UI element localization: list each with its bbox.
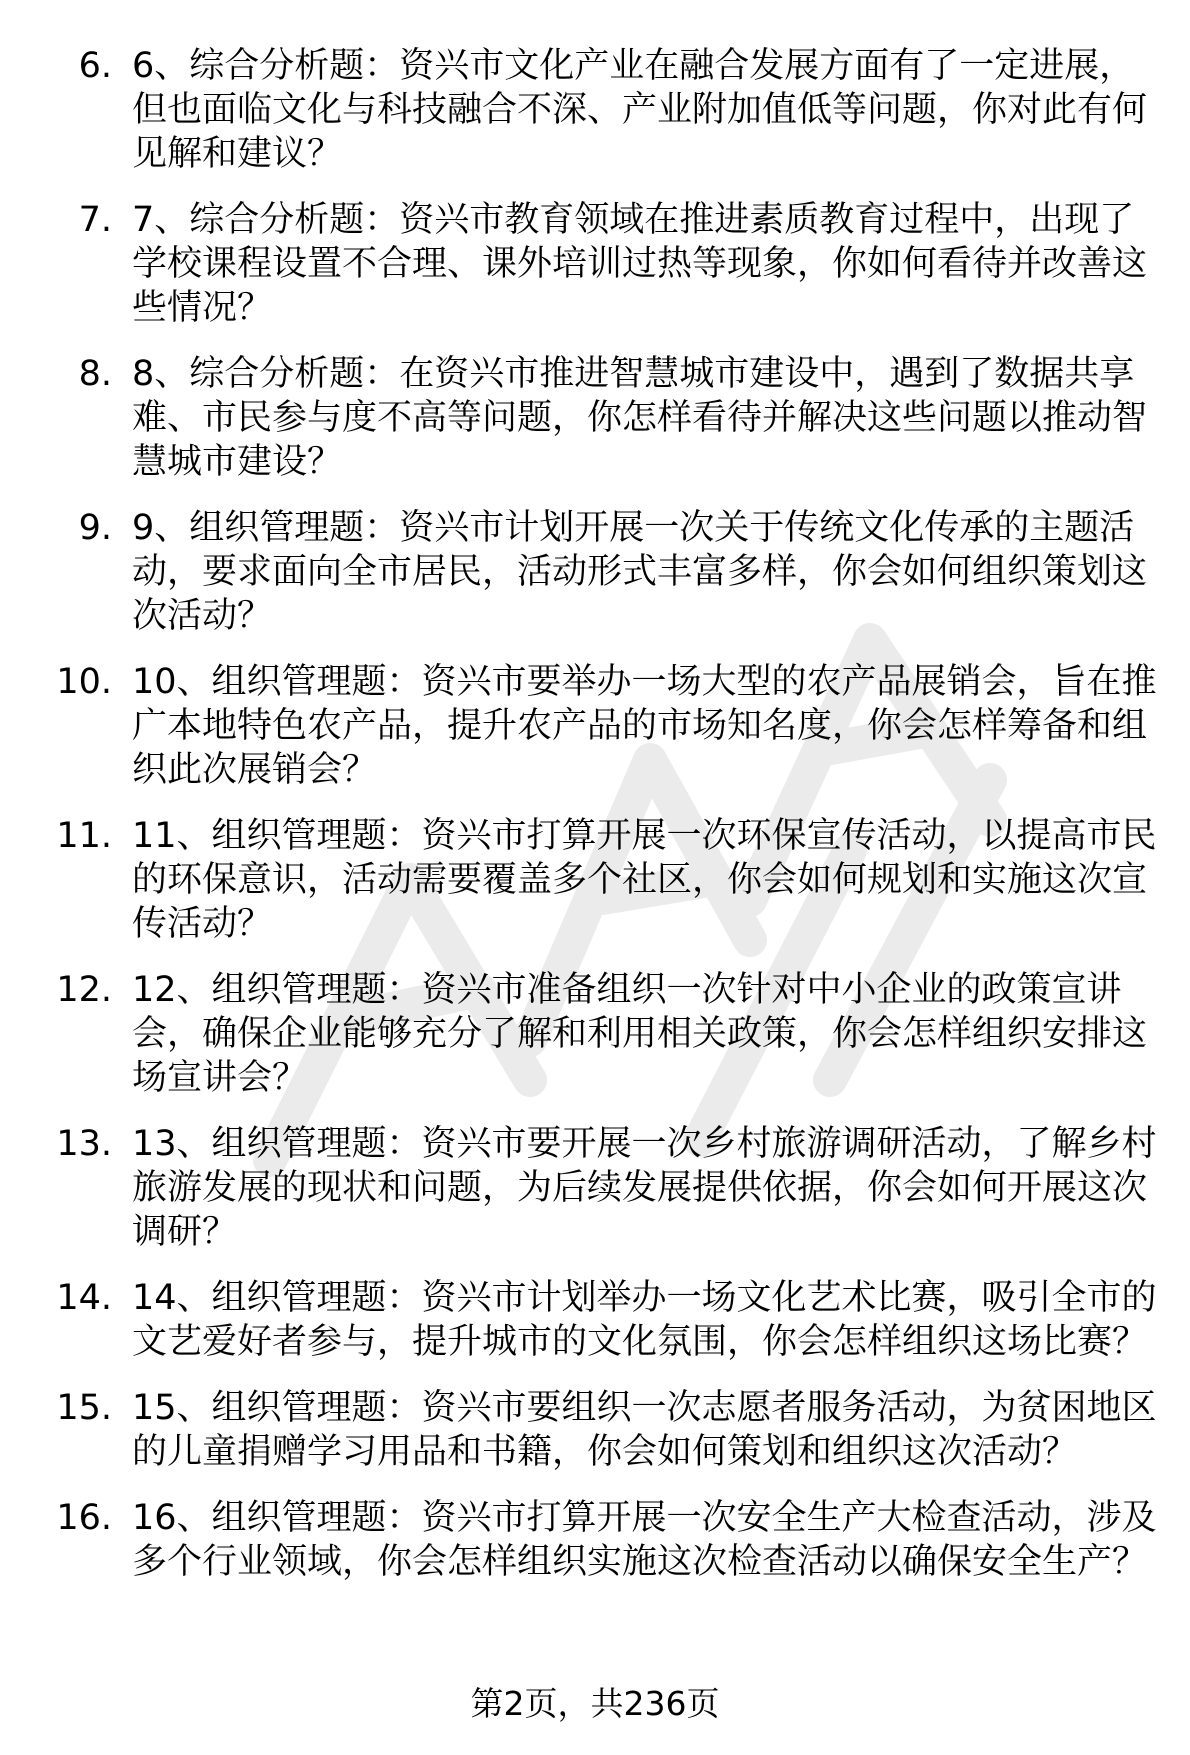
question-text: 9、组织管理题：资兴市计划开展一次关于传统文化传承的主题活动，要求面向全市居民，活动形式丰富多样，你会如何组织策划这次活动？ (132, 508, 1148, 636)
question-item (0, 814, 1190, 946)
question-item (0, 506, 1190, 638)
question-number: 15. (56, 1388, 112, 1428)
question-item (0, 968, 1190, 1100)
question-number: 8. (78, 354, 112, 394)
question-item (0, 352, 1190, 484)
question-item (0, 1122, 1190, 1254)
question-text: 12、组织管理题：资兴市准备组织一次针对中小企业的政策宣讲会，确保企业能够充分了解和利用相关政策，你会怎样组织安排这场宣讲会？ (132, 970, 1148, 1098)
question-text: 13、组织管理题：资兴市要开展一次乡村旅游调研活动，了解乡村旅游发展的现状和问题，为后续发展提供依据，你会如何开展这次调研？ (132, 1124, 1157, 1252)
question-number: 16. (56, 1498, 112, 1538)
question-number: 13. (56, 1124, 112, 1164)
question-text: 15、组织管理题：资兴市要组织一次志愿者服务活动，为贫困地区的儿童捐赠学习用品和书籍，你会如何策划和组织这次活动？ (132, 1388, 1157, 1472)
question-text: 10、组织管理题：资兴市要举办一场大型的农产品展销会，旨在推广本地特色农产品，提升农产品的市场知名度，你会怎样筹备和组织此次展销会？ (132, 662, 1157, 790)
question-text: 11、组织管理题：资兴市打算开展一次环保宣传活动，以提高市民的环保意识，活动需要覆盖多个社区，你会如何规划和实施这次宣传活动？ (132, 816, 1157, 944)
page-number-label: 第2页，共236页 (470, 1684, 720, 1723)
question-number: 10. (56, 662, 112, 702)
page-footer (0, 1682, 1190, 1726)
question-number: 7. (78, 200, 112, 240)
question-number: 14. (56, 1278, 112, 1318)
question-text: 7、综合分析题：资兴市教育领域在推进素质教育过程中，出现了学校课程设置不合理、课外培训过热等现象，你如何看待并改善这些情况？ (132, 200, 1148, 328)
question-number: 12. (56, 970, 112, 1010)
question-item (0, 44, 1190, 176)
question-text: 8、综合分析题：在资兴市推进智慧城市建设中，遇到了数据共享难、市民参与度不高等问题，你怎样看待并解决这些问题以推动智慧城市建设？ (132, 354, 1148, 482)
question-number: 6. (78, 46, 112, 86)
question-item (0, 1386, 1190, 1474)
question-list (0, 44, 1190, 1606)
question-item (0, 198, 1190, 330)
question-number: 11. (56, 816, 112, 856)
question-item (0, 1276, 1190, 1364)
question-number: 9. (78, 508, 112, 548)
question-item (0, 1496, 1190, 1584)
question-item (0, 660, 1190, 792)
question-text: 6、综合分析题：资兴市文化产业在融合发展方面有了一定进展，但也面临文化与科技融合不深、产业附加值低等问题，你对此有何见解和建议？ (132, 46, 1148, 174)
question-text: 16、组织管理题：资兴市打算开展一次安全生产大检查活动，涉及多个行业领域，你会怎样组织实施这次检查活动以确保安全生产？ (132, 1498, 1157, 1582)
question-text: 14、组织管理题：资兴市计划举办一场文化艺术比赛，吸引全市的文艺爱好者参与，提升城市的文化氛围，你会怎样组织这场比赛？ (132, 1278, 1157, 1362)
